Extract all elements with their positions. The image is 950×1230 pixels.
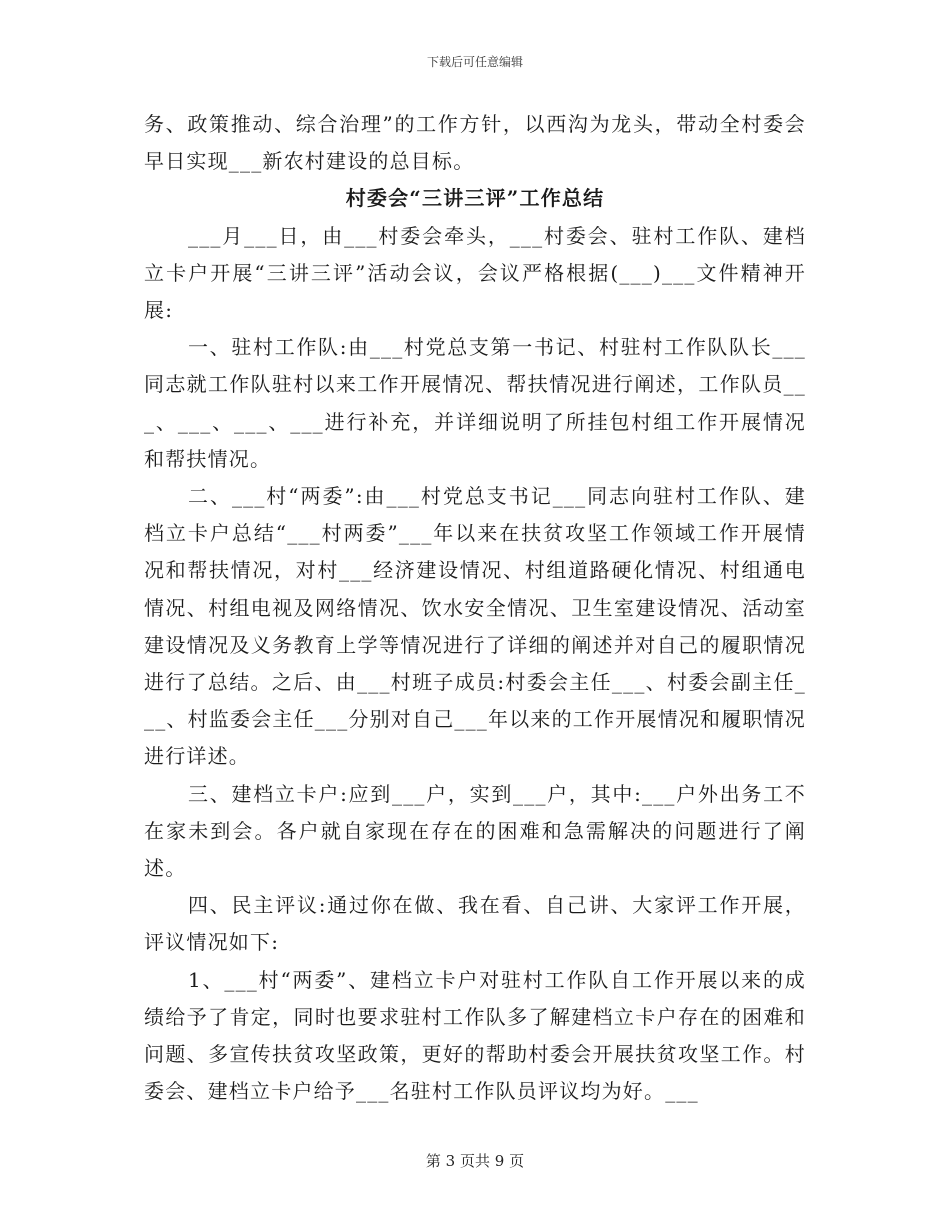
- paragraph-democratic-review: 四、民主评议:通过你在做、我在看、自己讲、大家评工作开展，评议情况如下:: [144, 893, 806, 955]
- document-body: [144, 106, 806, 1110]
- paragraph-registered-households: 三、建档立卡户:应到___户，实到___户，其中:___户外出务工不在家未到会。各户就自家现在存在的困难和急需解决的问题进行了阐述。: [144, 781, 806, 881]
- page-number: 第 3 页共 9 页: [425, 1152, 525, 1170]
- download-editable-note: 下载后可任意编辑: [426, 55, 523, 69]
- paragraph-review-item-1: 1、___村“两委”、建档立卡户对驻村工作队自工作开展以来的成绩给予了肯定，同时也要求驻村工作队多了解建档立卡户存在的困难和问题、多宣传扶贫攻坚政策，更好的帮助村委会开展扶贫攻坚工作。村委会、建档立卡户给予___名驻村工作队员评议均为好。___: [144, 967, 806, 1104]
- lead-paragraph: 务、政策推动、综合治理”的工作方针，以西沟为龙头，带动全村委会早日实现___新农村建设的总目标。: [144, 112, 806, 174]
- paragraph-village-committees: 二、___村“两委”:由___村党总支书记___同志向驻村工作队、建档立卡户总结“___村两委”___年以来在扶贫攻坚工作领域工作开展情况和帮扶情况，对村___经济建设情况、村组道路硬化情况、村组通电情况、村组电视及网络情况、饮水安全情况、卫生室建设情况、活动室建设情况及义务教育上学等情况进行了详细的阐述并对自己的履职情况进行了总结。之后、由___村班子成员:村委会主任___、村委会副主任___、村监委会主任___分别对自己___年以来的工作开展情况和履职情况进行详述。: [144, 484, 806, 769]
- document-title: 村委会“三讲三评”工作总结: [345, 186, 605, 211]
- paragraph-work-team: 一、驻村工作队:由___村党总支第一书记、村驻村工作队队长___同志就工作队驻村以来工作开展情况、帮扶情况进行阐述，工作队员___、___、___、___进行补充，并详细说明了所挂包村组工作开展情况和帮扶情况。: [144, 335, 806, 471]
- paragraph-meeting-intro: ___月___日，由___村委会牵头，___村委会、驻村工作队、建档立卡户开展“三讲三评”活动会议，会议严格根据(___)___文件精神开展:: [144, 223, 806, 323]
